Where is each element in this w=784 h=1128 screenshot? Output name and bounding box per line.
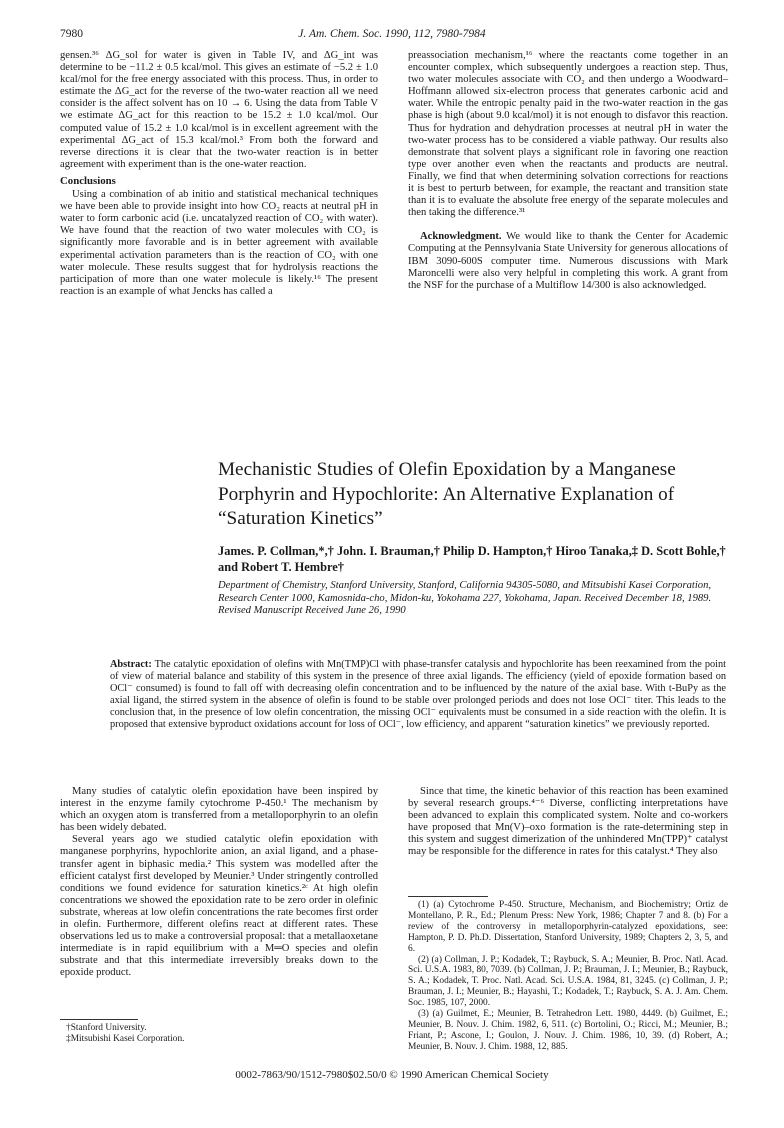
abstract-label: Abstract:: [110, 659, 152, 670]
prev-article-paragraph: Using a combination of ab initio and statistical mechanical techniques we have been able to provide insight into how CO₂ reacts at neutral pH in water to form carbonic acid (i.e. uncatalyzed reaction of CO₂ with water). We have found that the reaction of two water molecules with CO₂ is significantly more favorable and is in better agreement with available experimental activation parameters than is the reaction of CO₂ with one water molecule. These results suggest that for hydrolysis reactions the participation of more than one water molecule is likely.¹⁶ The present reaction is an example of what Jencks has called a: [60, 189, 378, 297]
article-title: Mechanistic Studies of Olefin Epoxidation by a Manganese Porphyrin and Hypochlorite: An Alternative Explanation of “Saturation Kinetics”: [218, 459, 676, 529]
running-title: J. Am. Chem. Soc. 1990, 112, 7980-7984: [298, 28, 486, 40]
acknowledgment: [408, 231, 728, 291]
footnote: ‡Mitsubishi Kasei Corporation.: [66, 1034, 185, 1044]
footnote: †Stanford University.: [66, 1023, 147, 1033]
footnote-rule: [408, 896, 488, 897]
reference: (2) (a) Collman, J. P.; Kodadek, T.; Raybuck, S. A.; Meunier, B. Proc. Natl. Acad. Sci. U.S.A. 1983, 80, 7039. (b) Collman, J. P.; Brauman, J. I.; Meunier, B.; Raybuck, S. A.; Kodadek, T. Proc. Natl. Acad. Sci. U.S.A. 1984, 81, 3245. (c) Collman, J. P.; Brauman, J. I.; Meunier, B.; Hayashi, T.; Kodadek, T.; Raybuck, S. A. J. Am. Chem. Soc. 1985, 107, 2000.: [408, 954, 728, 1009]
prev-article-right-column: [408, 50, 728, 292]
body-right-column: [408, 786, 728, 859]
copyright-footer: 0002-7863/90/1512-7980$02.50/0 © 1990 American Chemical Society: [235, 1069, 549, 1081]
acknowledgment-text: We would like to thank the Center for Academic Computing at the Pennsylvania State University for generous allocations of IBM 3090-600S computer time. Numerous discussions with Mark Maroncelli were also very helpful in completing this work. A grant from the NSF for the purchase of a Multiflow 14/300 is also acknowledged.: [408, 231, 728, 291]
prev-article-paragraph: gensen.³⁶ ΔG_sol for water is given in Table IV, and ΔG_int was determine to be −11.2 ± 0.5 kcal/mol. This gives an estimate of −5.2 ± 1.0 kcal/mol for the free energy associated with this process. Thus, in order to estimate the ΔG_act for the reverse of the two-water reaction all we need consider is the affect solvent has on 10 → 6. Using the data from Table V we estimate ΔG_act for this reaction to be 15.2 ± 1.0 kcal/mol. Our computed value of 15.2 ± 1.0 kcal/mol is in excellent agreement with the experimental ΔG_act of 15.3 kcal/mol.³ From both the forward and reverse directions it is clear that the two-water reaction is in better agreement with experiment than is the one-water reaction.: [60, 50, 378, 170]
body-paragraph: Since that time, the kinetic behavior of this reaction has been examined by several research groups.⁴⁻⁶ Diverse, conflicting interpretations have been advanced to explain this complicated system. Nolte and co-workers have proposed that Mn(V)–oxo formation is the rate-determining step in this system and suggest dimerization of the unhindered Mn(TPP)⁺ catalyst may be responsible for the difference in rates for this catalyst.⁴ They also: [408, 786, 728, 858]
reference: (3) (a) Guilmet, E.; Meunier, B. Tetrahedron Lett. 1980, 4449. (b) Guilmet, E.; Meunier, B. Nouv. J. Chim. 1982, 6, 511. (c) Bortolini, O.; Ricci, M.; Meunier, B.; Friant, P.; Ascone, I.; Goulon, J. Nouv. J. Chim. 1986, 10, 39. (d) Robert, A.; Meunier, B. Nouv. J. Chim. 1988, 12, 885.: [408, 1009, 728, 1052]
reference-footnotes: [408, 900, 728, 1053]
abstract-text: The catalytic epoxidation of olefins with Mn(TMP)Cl with phase-transfer catalysis and hypochlorite has been reexamined from the point of view of material balance and stability of this system in the presence of three axial ligands. The efficiency (yield of epoxide formation based on OCl⁻ consumed) is found to fall off with decreasing olefin concentration and to be influenced by the nature of the axial base. With t-BuPy as the axial ligand, the stirred system in the absence of olefin is found to be stable over prolonged periods and does not lose OCl⁻ titer. This leads to the conclusion that, in the presence of low olefin concentration, the missing OCl⁻ equivalents must be consumed in a side reaction with the olefin. It is proposed that extensive byproduct oxidations account for loss of OCl⁻, low efficiency, and apparent “saturation kinetics” we previously reported.: [110, 659, 726, 731]
footnote-rule: [60, 1019, 138, 1020]
abstract: [110, 659, 726, 732]
body-left-column: [60, 786, 378, 980]
body-paragraph: Several years ago we studied catalytic olefin epoxidation with manganese porphyrins, hypochlorite anion, an axial ligand, and a phase-transfer agent in biphasic media.² This system was modelled after the efficient catalyst first developed by Meunier.³ Under stringently controlled conditions we found evidence for saturation kinetics.²ᶜ At high olefin concentrations we showed the epoxidation rate to be zero order in olefinic substrate, whereas at low olefin concentrations the rate becomes first order in olefin. Furthermore, different olefins react at different rates. These observations led us to make a controversial proposal: that a metallaoxetane intermediate is in rapid equilibrium with a M═O species and olefin substrate and that this intermediate irreversibly breaks down to the epoxide product.: [60, 834, 378, 979]
prev-article-paragraph: preassociation mechanism,¹⁶ where the reactants come together in an encounter complex, which subsequently undergoes a reaction step. Thus, two water molecules associate with CO₂ and then undergo a Woodward–Hoffmann allowed six-electron process that generates carbonic acid and water. While the entropic penalty paid in the two-water reaction in the gas phase is high (about 9.0 kcal/mol) it is not enough to disfavor this reaction. Thus for hydration and dehydration processes at neutral pH in water the two-water process has to be considered a viable pathway. Our results also demonstrate that solvent plays a significant role in favoring one reaction type over another even when the reactants and products are neutral. Finally, we find that when determining solvation corrections for reactions it is best to perturb between, for example, the reactant and transition state than it is to evaluate the absolute free energy of the separate molecules and then taking the difference.³¹: [408, 50, 728, 219]
reference: (1) (a) Cytochrome P-450. Structure, Mechanism, and Biochemistry; Ortiz de Montellano, P. R., Ed.; Plenum Press: New York, 1986; Chapter 7 and 8. (b) For a review of the controversy in metalloporphyrin-catalyzed epoxidations, see: Hampton, P. D. Ph.D. Dissertation, Stanford University, 1989; Chapters 2, 3, 5, and 6.: [408, 900, 728, 954]
page-number: 7980: [60, 28, 83, 40]
acknowledgment-label: Acknowledgment.: [420, 231, 502, 243]
article-authors: James. P. Collman,*,† John. I. Brauman,† Philip D. Hampton,† Hiroo Tanaka,‡ D. Scott Bohle,† and Robert T. Hembre†: [218, 544, 726, 574]
conclusions-heading: Conclusions: [60, 174, 116, 187]
prev-article-left-column: [60, 50, 378, 298]
affiliation-footnotes: [60, 1023, 378, 1045]
body-paragraph: Many studies of catalytic olefin epoxidation have been inspired by interest in the enzyme family cytochrome P-450.¹ The mechanism by which an oxygen atom is transferred from a metalloporphyrin to an olefin has been widely debated.: [60, 786, 378, 834]
article-affiliation: Department of Chemistry, Stanford University, Stanford, California 94305-5080, and Mitsubishi Kasei Corporation, Research Center 1000, Kamosnida-cho, Midon-ku, Yokohama 227, Yokohama, Japan. Received December 18, 1989. Revised Manuscript Received June 26, 1990: [218, 580, 712, 616]
